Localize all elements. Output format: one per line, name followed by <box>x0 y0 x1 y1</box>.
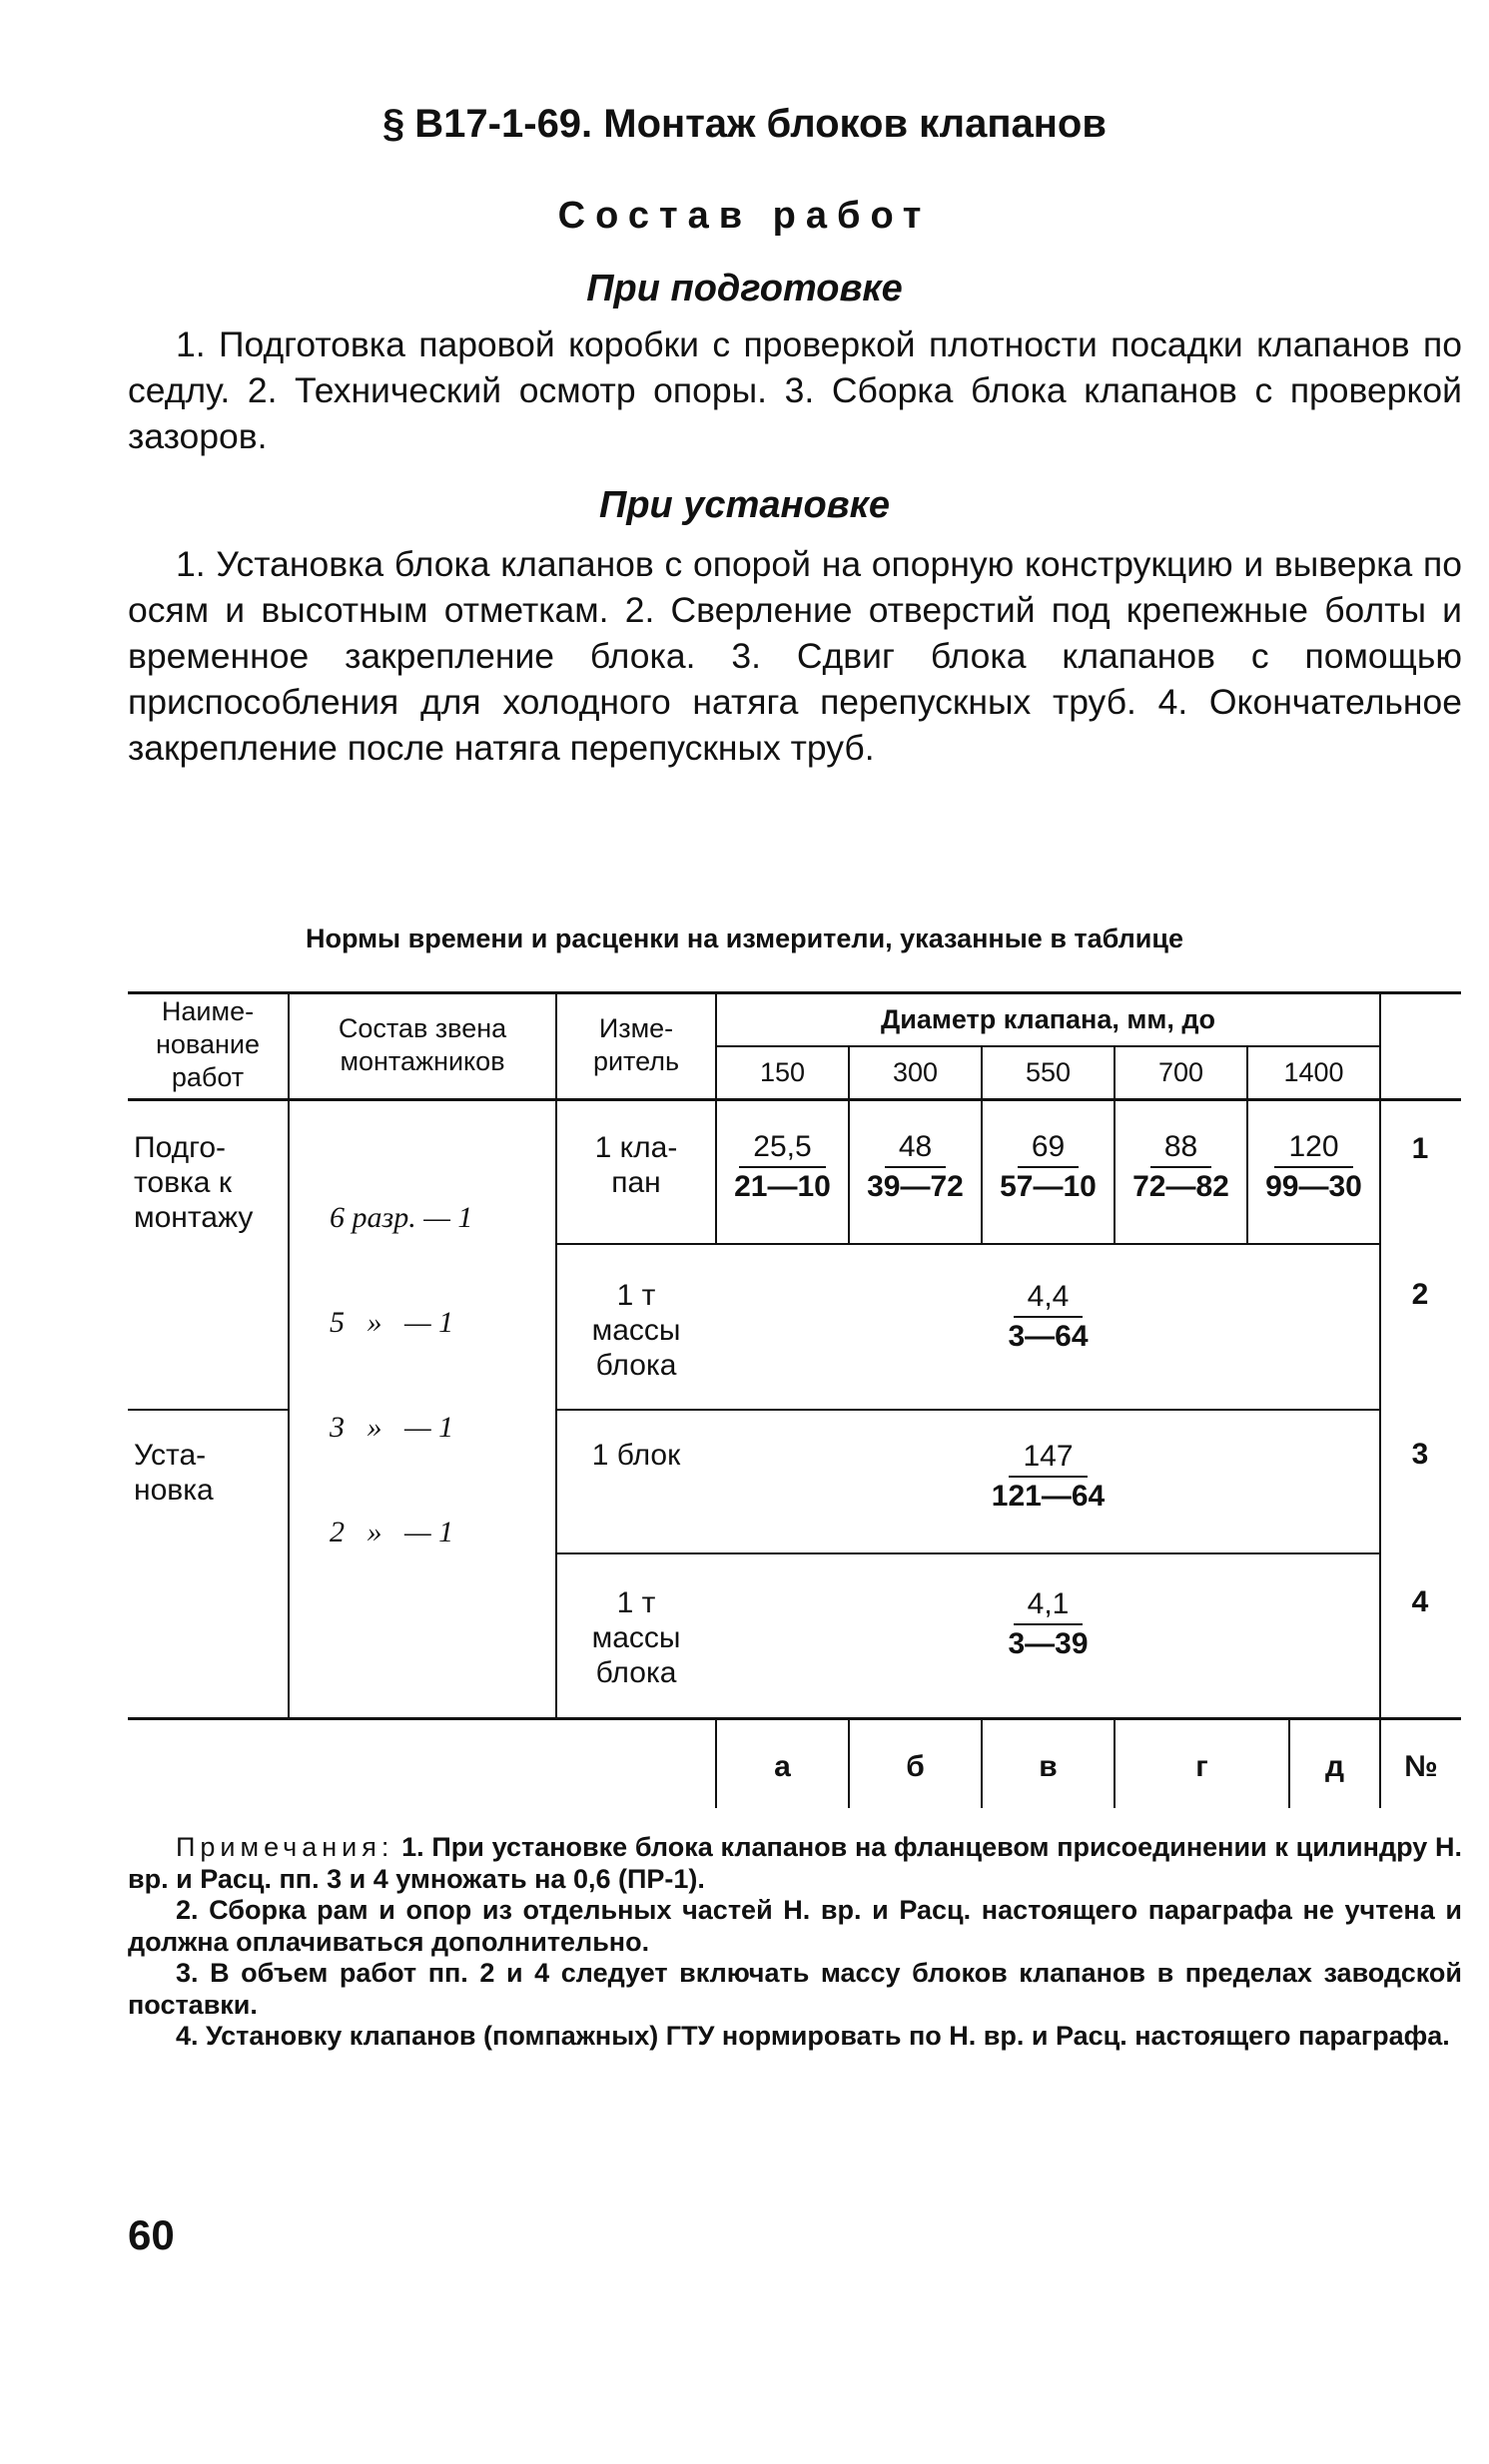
column-number-label: № <box>1404 1750 1438 1783</box>
work-preparation: Подго- товка к монтажу <box>134 1131 254 1234</box>
row2-bottom-rule <box>555 1409 1380 1411</box>
work-divider-rule <box>128 1409 288 1411</box>
row3-bottom-rule <box>555 1552 1380 1554</box>
row3-number: 3 <box>1411 1438 1429 1471</box>
table-body-bottom-rule <box>128 1717 1461 1720</box>
column-letter-a: а <box>774 1750 791 1783</box>
column-letter-g: г <box>1195 1750 1208 1783</box>
column-letter-d: д <box>1324 1750 1345 1783</box>
row4-merged-value: $\frac{4,1}{3—39}$ <box>1008 1587 1089 1660</box>
installation-heading: При установке <box>598 484 890 526</box>
vrule-num-body <box>1379 1100 1381 1719</box>
column-letter-v: в <box>1039 1750 1058 1783</box>
row1-number: 1 <box>1411 1132 1429 1165</box>
notes <box>128 1832 1462 2053</box>
header-work-name: Наиме- нование работ <box>156 996 260 1092</box>
table-top-rule <box>128 991 1461 994</box>
header-bottom-rule <box>128 1098 1461 1101</box>
preparation-heading: При подготовке <box>586 268 903 309</box>
row1-d550-value: $\frac{69}{57—10}$ <box>1000 1130 1097 1203</box>
table-caption: Нормы времени и расценки на измерители, указанные в таблице <box>305 924 1184 953</box>
header-measure: Изме- ритель <box>592 1013 680 1076</box>
note-4: 4. Установку клапанов (помпажных) ГТУ нормировать по Н. вр. и Расц. настоящего параграфа. <box>176 2021 1450 2051</box>
row2-number: 2 <box>1411 1278 1429 1311</box>
row4-number: 4 <box>1411 1585 1429 1618</box>
section-code: В17-1-69. <box>414 102 593 146</box>
row4-measure: 1 т массы блока <box>591 1586 681 1689</box>
row1-d300-value: $\frac{48}{39—72}$ <box>867 1130 964 1203</box>
composition-title: Состав работ <box>557 195 932 237</box>
section-name: Монтаж блоков клапанов <box>603 102 1107 146</box>
crew-composition: 6 разр. — 1 5 » — 1 3 » — 1 2 » — 1 <box>330 1201 473 1548</box>
note-2: 2. Сборка рам и опор из отдельных частей Н. вр. и Расц. настоящего параграфа не учтена и должна оплачиваться дополнительно. <box>128 1895 1462 1957</box>
row1-bottom-rule <box>555 1243 1380 1245</box>
vrule-crew-body <box>555 1100 557 1719</box>
note-3: 3. В объем работ пп. 2 и 4 следует включать массу блоков клапанов в пределах заводской поставки. <box>128 1958 1462 2020</box>
row2-measure: 1 т массы блока <box>591 1279 681 1382</box>
preparation-text: 1. Подготовка паровой коробки с проверкой плотности посадки клапанов по седлу. 2. Технический осмотр опоры. 3. Сборка блока клапанов с проверкой зазоров. <box>128 324 1462 456</box>
header-diameter: Диаметр клапана, мм, до <box>881 1004 1215 1034</box>
row1-d150-value: $\frac{25,5}{21—10}$ <box>734 1130 831 1203</box>
note-1: Примечания: 1. При установке блока клапанов на фланцевом присоединении к цилиндру Н. вр. и Расц. пп. 3 и 4 умножать на 0,6 (ПР-1). <box>128 1832 1462 1894</box>
notes-label: Примечания: <box>176 1832 394 1862</box>
column-letter-b: б <box>906 1750 925 1783</box>
diameter-header-rule <box>715 1045 1380 1047</box>
header-d700: 700 <box>1157 1057 1204 1087</box>
work-installation: Уста- новка <box>134 1439 214 1507</box>
row3-merged-value: $\frac{147}{121—64}$ <box>991 1440 1106 1513</box>
header-crew: Состав звена монтажников <box>338 1013 507 1076</box>
header-d300: 300 <box>892 1057 939 1087</box>
page-number: 60 <box>128 2211 175 2258</box>
vrule-work-body <box>288 1100 290 1719</box>
vrule-num <box>1379 993 1381 1099</box>
header-d550: 550 <box>1025 1057 1072 1087</box>
header-d1400: 1400 <box>1283 1057 1344 1087</box>
row1-d1400-value: $\frac{120}{99—30}$ <box>1265 1130 1362 1203</box>
row2-merged-value: $\frac{4,4}{3—64}$ <box>1008 1280 1089 1353</box>
row1-measure: 1 кла- пан <box>594 1131 678 1199</box>
installation-text: 1. Установка блока клапанов с опорой на опорную конструкцию и выверка по осям и высотным отметкам. 2. Сверление отверстий под крепежные болты и временное закрепление блока. 3. Сдвиг блока клапанов с помощью приспособления для холодного натяга перепускных труб. 4. Окончательное закрепление после натяга перепускных труб. <box>128 544 1462 768</box>
row1-d700-value: $\frac{88}{72—82}$ <box>1132 1130 1229 1203</box>
row3-measure: 1 блок <box>591 1439 681 1472</box>
section-symbol: § <box>382 102 405 146</box>
header-d150: 150 <box>759 1057 806 1087</box>
